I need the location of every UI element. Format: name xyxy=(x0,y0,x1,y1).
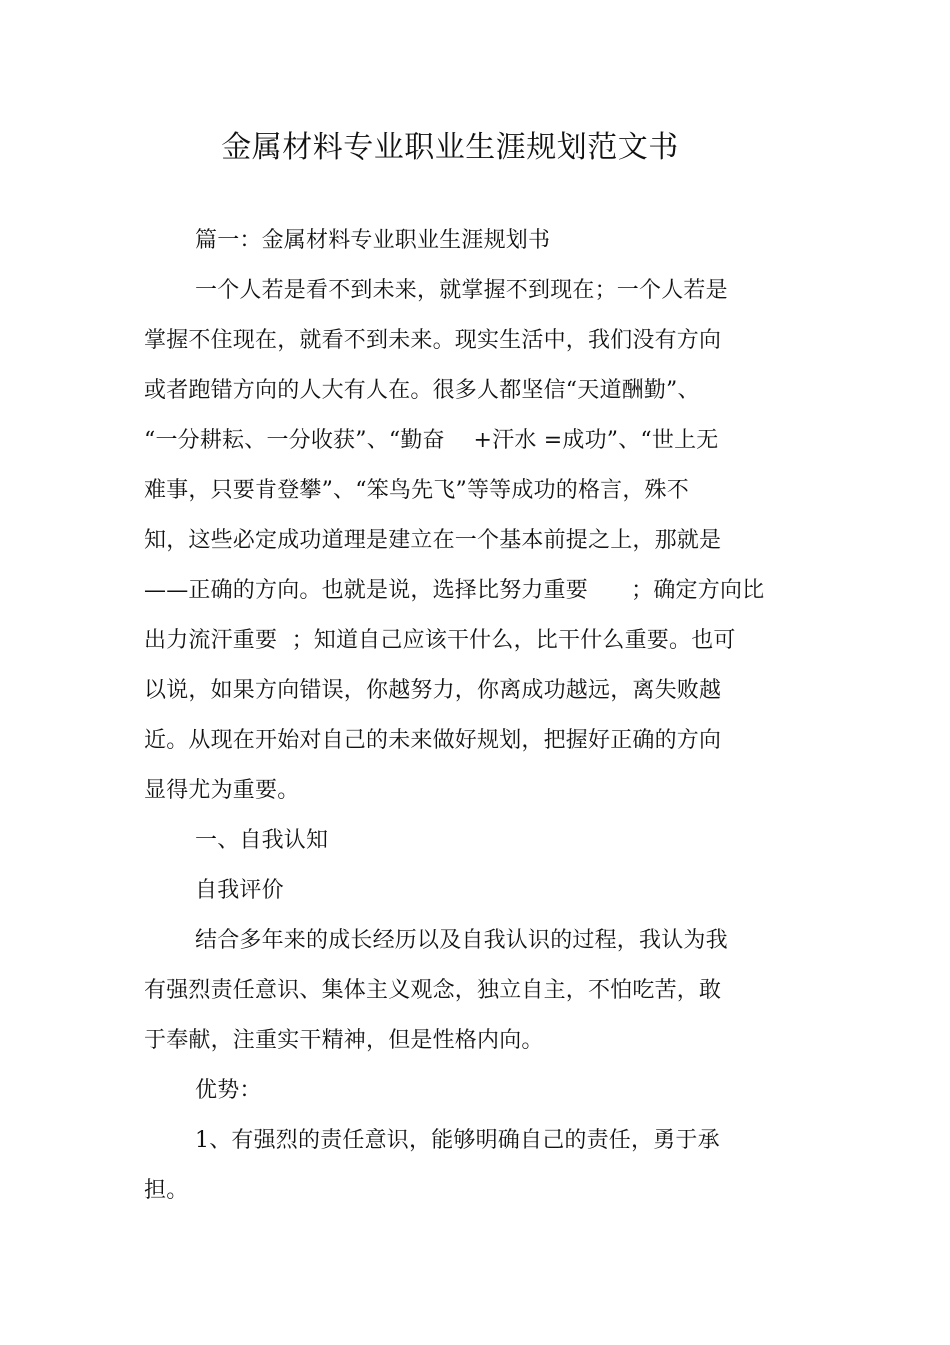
paragraph-line: 以说，如果方向错误，你越努力，你离成功越远，离失败越 xyxy=(144,678,722,703)
paragraph-line: 有强烈责任意识、集体主义观念，独立自主，不怕吃苦，敢 xyxy=(144,978,722,1003)
section-heading: 篇一：金属材料专业职业生涯规划书 xyxy=(195,228,551,253)
paragraph-line: 出力流汗重要 ；知道自己应该干什么，比干什么重要。也可 xyxy=(144,628,736,653)
section-heading: 一、自我认知 xyxy=(195,828,329,853)
paragraph-line: 或者跑错方向的人大有人在。很多人都坚信“天道酬勤”、 xyxy=(144,378,700,403)
paragraph-line: 担。 xyxy=(144,1178,189,1203)
paragraph-line: 一个人若是看不到未来，就掌握不到现在；一个人若是 xyxy=(195,278,728,303)
paragraph-line: 结合多年来的成长经历以及自我认识的过程，我认为我 xyxy=(195,928,728,953)
subsection-heading: 优势： xyxy=(195,1078,262,1103)
paragraph-line: 1、有强烈的责任意识，能够明确自己的责任，勇于承 xyxy=(195,1128,720,1153)
paragraph-line: 难事，只要肯登攀”、“笨鸟先飞”等等成功的格言，殊不 xyxy=(144,478,689,503)
paragraph-line: 显得尤为重要。 xyxy=(144,778,300,803)
paragraph-line: 近。从现在开始对自己的未来做好规划，把握好正确的方向 xyxy=(144,728,722,753)
paragraph-line: “一分耕耘、一分收获”、“勤奋 +汗水 =成功”、“世上无 xyxy=(144,428,719,453)
paragraph-line: 知，这些必定成功道理是建立在一个基本前提之上，那就是 xyxy=(144,528,722,553)
document-title: 金属材料专业职业生涯规划范文书 xyxy=(221,130,679,165)
subsection-heading: 自我评价 xyxy=(195,878,284,903)
paragraph-line: 于奉献，注重实干精神，但是性格内向。 xyxy=(144,1028,544,1053)
paragraph-line: 掌握不住现在，就看不到未来。现实生活中，我们没有方向 xyxy=(144,328,722,353)
paragraph-line: ——正确的方向。也就是说，选择比努力重要 ；确定方向比 xyxy=(144,578,765,603)
